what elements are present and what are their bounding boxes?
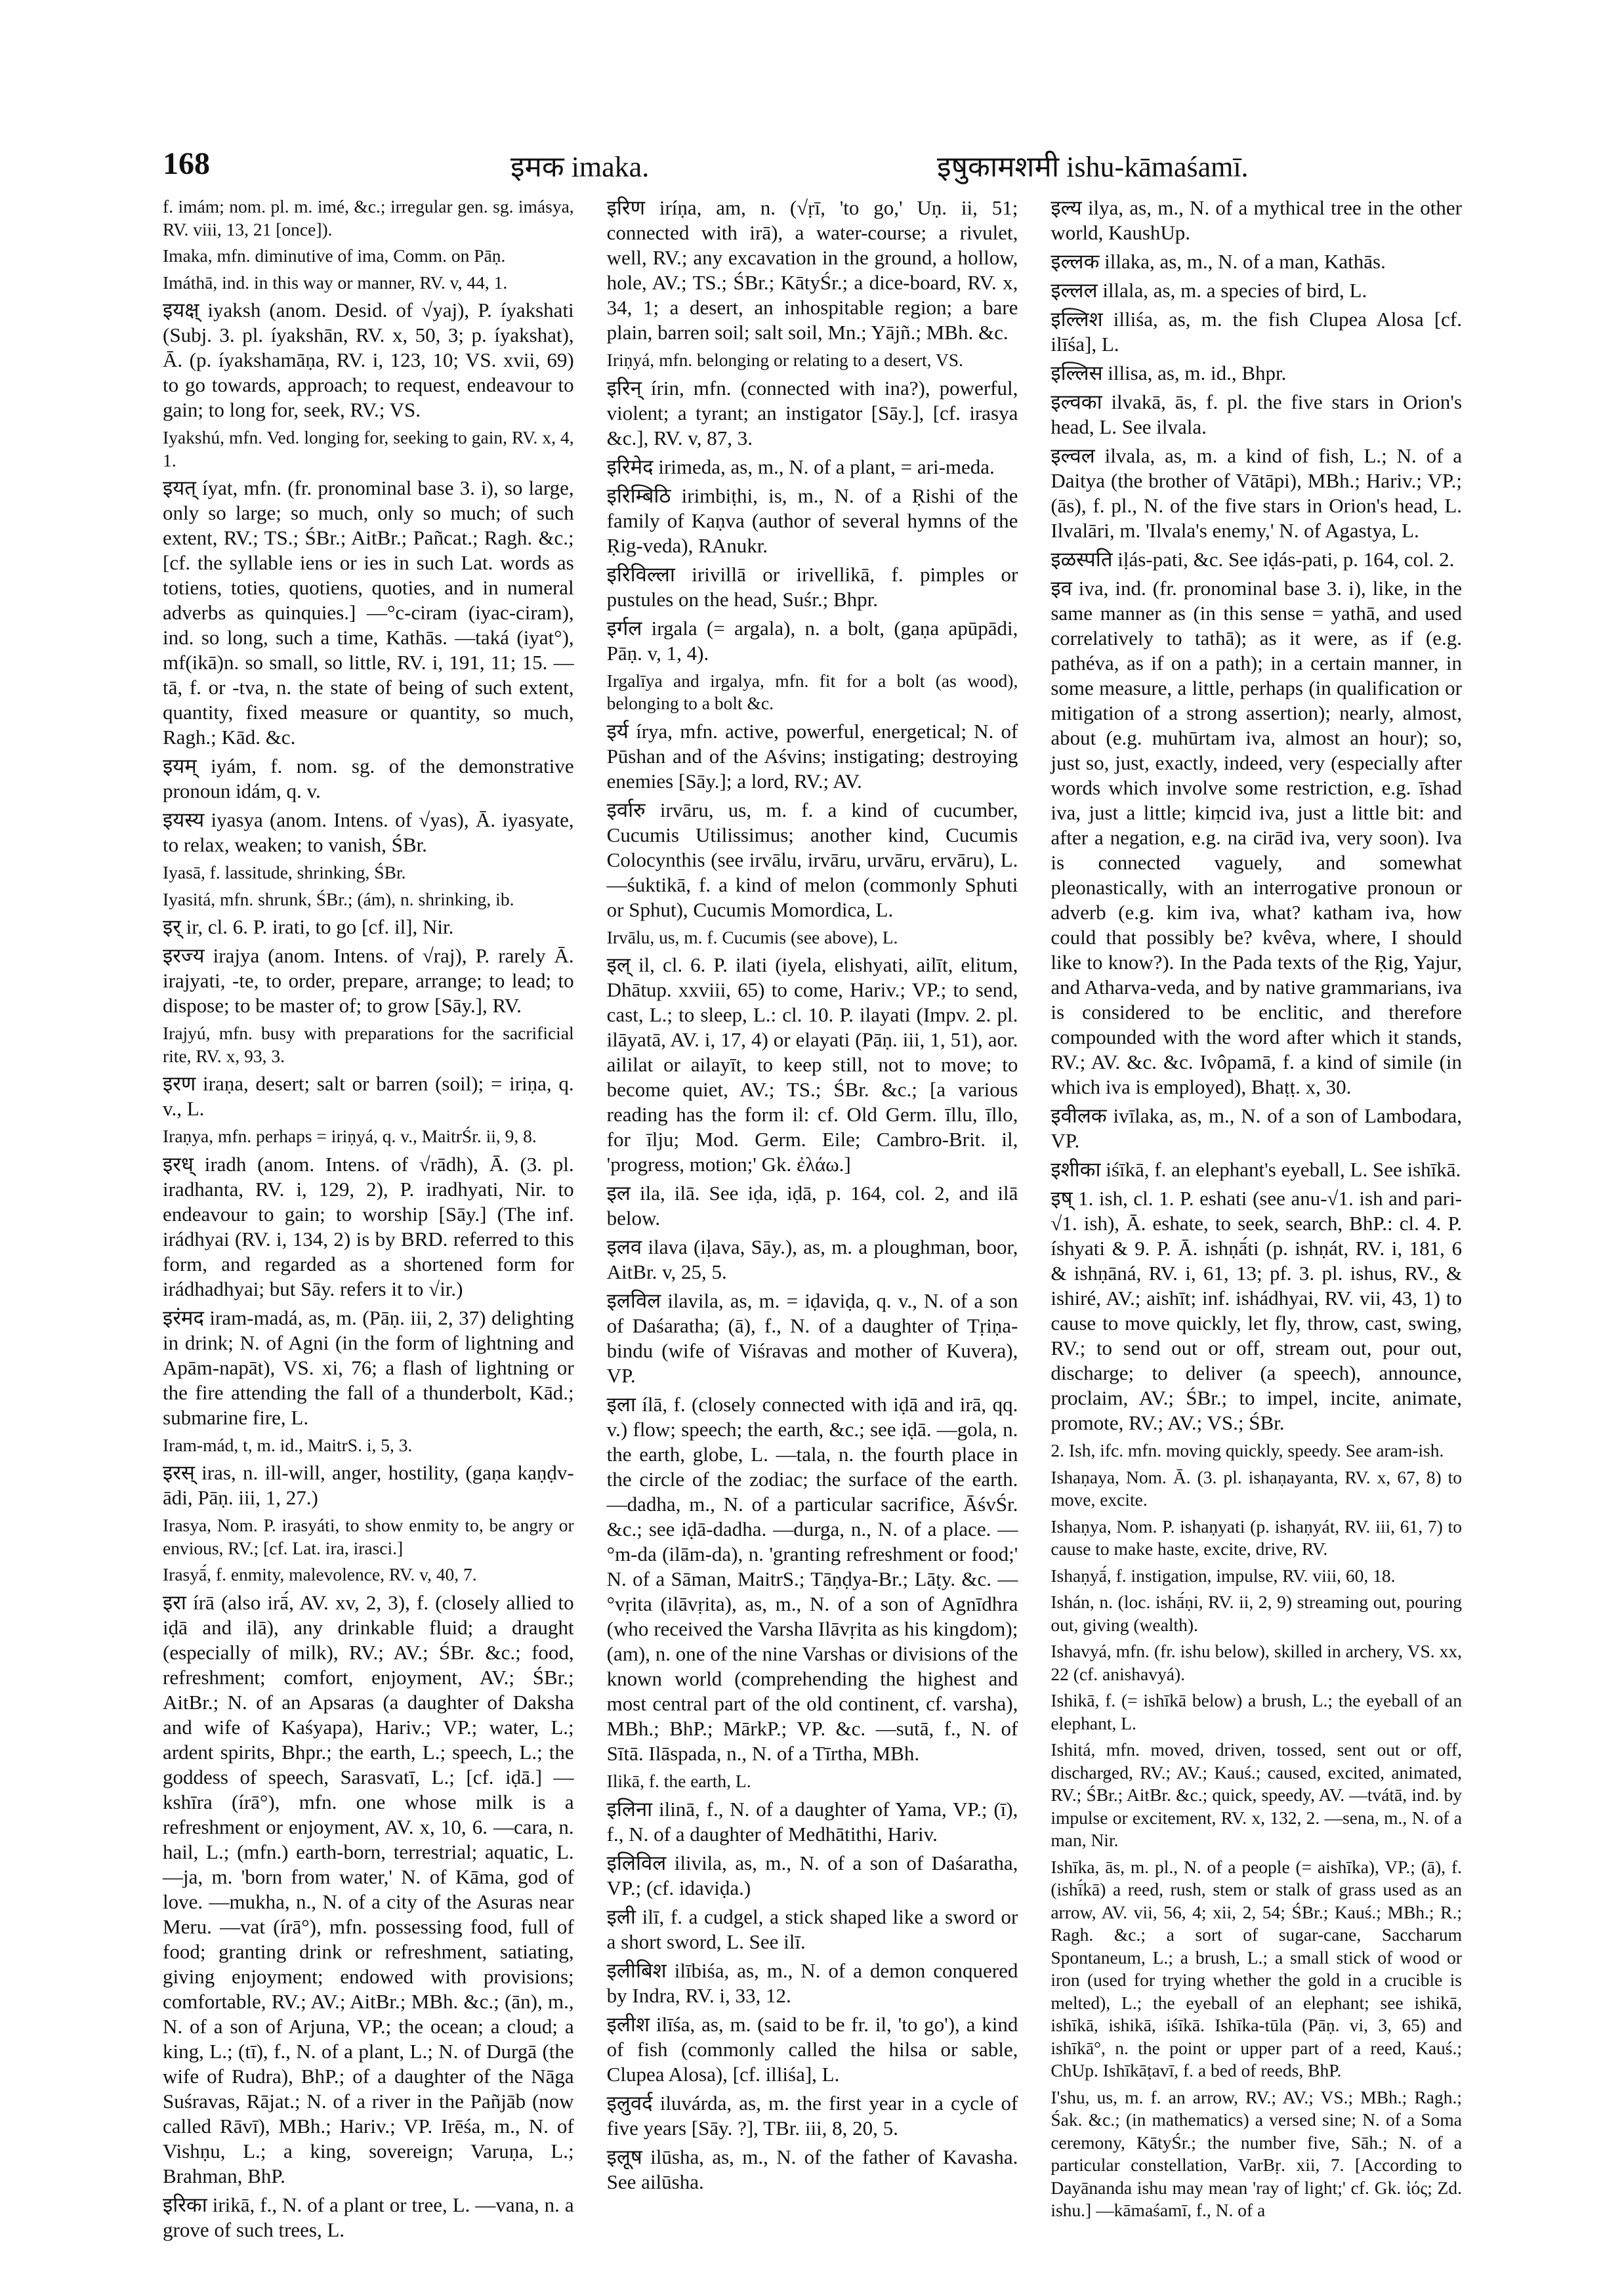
dictionary-entry: इल्लल illala, as, m. a species of bird, L.: [1051, 279, 1367, 302]
dictionary-entry: इल्वल ilvala, as, m. a kind of fish, L.; N. of a Daitya (the brother of Vātāpi), MBh.; Hariv.; VP.; (ās), f. pl., N. of the five stars in Orion's head, L. Ilvalāri, m. 'Ilvala's enemy,' N. of Agastya, L.: [1051, 444, 1463, 542]
dictionary-entry: Ishaṇya, Nom. P. ishaṇyati (p. ishaṇyát, RV. iii, 61, 7) to cause to make haste, excite, drive, RV.: [1051, 1516, 1463, 1559]
dictionary-entry: Iyasitá, mfn. shrunk, ŚBr.; (ám), n. shrinking, ib.: [163, 888, 514, 909]
header-first-word: इमक imaka.: [510, 151, 650, 183]
dictionary-entry: इली ilī, f. a cudgel, a stick shaped like a sword or a short sword, L. See ilī.: [606, 1905, 1018, 1953]
dictionary-entry: इरिन् írin, mfn. (connected with ina?), powerful, violent; a tyrant; an instigator [Sāy.], [cf. irasya &c.], RV. v, 87, 3.: [606, 376, 1018, 449]
dictionary-entry: Ishán, n. (loc. ishā́ṇi, RV. ii, 2, 9) streaming out, pouring out, giving (wealth).: [1051, 1592, 1463, 1635]
dictionary-entry: 2. Ish, ifc. mfn. moving quickly, speedy. See aram-ish.: [1051, 1440, 1444, 1460]
dictionary-entry: इलिविल ilivila, as, m., N. of a son of Daśaratha, VP.; (cf. idaviḍa.): [606, 1851, 1018, 1899]
dictionary-entry: f. imám; nom. pl. m. imé, &c.; irregular gen. sg. imásya, RV. viii, 13, 21 [once]).: [163, 196, 574, 239]
dictionary-entry: इयस्य iyasya (anom. Intens. of √yas), Ā. iyasyate, to relax, weaken; to vanish, ŚBr.: [163, 808, 574, 856]
dictionary-entry: Iriṇyá, mfn. belonging or relating to a desert, VS.: [606, 350, 963, 370]
column-middle: [607, 196, 1018, 2223]
dictionary-entry: इलीश ilīśa, as, m. (said to be fr. il, 'to go'), a kind of fish (commonly called the hilsa or sable, Clupea Alosa), [cf. illiśa], L.: [606, 2012, 1018, 2086]
dictionary-entry: इल्वका ilvakā, ās, f. pl. the five stars in Orion's head, L. See ilvala.: [1051, 390, 1463, 438]
dictionary-entry: इल्य ilya, as, m., N. of a mythical tree in the other world, KaushUp.: [1051, 196, 1463, 244]
dictionary-entry: Irasya, Nom. P. irasyáti, to show enmity to, be angry or envious, RV.; [cf. Lat. ira, irasci.]: [163, 1515, 574, 1558]
dictionary-entry: इल्लिश illiśa, as, m. the fish Clupea Alosa [cf. ilīśa], L.: [1051, 308, 1463, 356]
columns: [163, 196, 1463, 2241]
dictionary-entry: इरिविल्ला irivillā or irivellikā, f. pimples or pustules on the head, Suśr.; Bhpr.: [606, 562, 1018, 611]
header-last-word: इषुकामशमी ishu-kāmaśamī.: [937, 151, 1249, 183]
dictionary-entry: Ishaṇyā́, f. instigation, impulse, RV. viii, 60, 18.: [1051, 1565, 1396, 1586]
dictionary-entry: इरज्य irajya (anom. Intens. of √raj), P. rarely Ā. irajyati, -te, to order, prepare, arrange; to lead; to dispose; to be master of; to grow [Sāy.], RV.: [163, 944, 574, 1017]
dictionary-entry: इयत् íyat, mfn. (fr. pronominal base 3. i), so large, only so large; so much, only so much; of such extent, RV.; TS.; ŚBr.; AitBr.; Pañcat.; Ragh. &c.; [cf. the syllable iens or ies in such Lat. words as totiens, toties, quotiens, quoties, and in numeral adverbs as quinquies.] —°c-ciram (iyac-ciram), ind. so long, such a time, Kathās. —taká (iyat°), mf(ikā)n. so small, so little, RV. i, 191, 11; 15. —tā, f. or -tva, n. the state of being of such extent, quantity, fixed measure or quantity, so much, Ragh.; Kād. &c.: [163, 476, 574, 749]
dictionary-entry: Ilikā, f. the earth, L.: [606, 1771, 751, 1791]
page-header: [163, 146, 1461, 198]
column-right: [1051, 196, 1462, 2223]
dictionary-entry: इरंमद iram-madá, as, m. (Pāṇ. iii, 2, 37) delighting in drink; N. of Agni (in the form of lightning and Apām-napāt), VS. xi, 76; a flash of lightning or the fire attending the fall of a thunderbolt, Kād.; submarine fire, L.: [163, 1306, 574, 1429]
dictionary-entry: Imaka, mfn. diminutive of ima, Comm. on Pāṇ.: [163, 245, 506, 266]
dictionary-entry: इलिना ilinā, f., N. of a daughter of Yama, VP.; (ī), f., N. of a daughter of Medhātithi, Hariv.: [606, 1797, 1018, 1846]
dictionary-entry: इलूष ilūsha, as, m., N. of the father of Kavasha. See ailūsha.: [606, 2145, 1018, 2193]
dictionary-entry: इर्वारु irvāru, us, m. f. a kind of cucumber, Cucumis Utilissimus; another kind, Cucumis Colocynthis (see irvālu, irvāru, urvāru, ervāru), L. —śuktikā, f. a kind of melon (commonly Sphuti or Sphut), Cucumis Momordica, L.: [606, 798, 1018, 921]
dictionary-entry: Ishavyá, mfn. (fr. ishu below), skilled in archery, VS. xx, 22 (cf. anishavyá).: [1051, 1641, 1463, 1684]
dictionary-entry: इर् ir, cl. 6. P. irati, to go [cf. il], Nir.: [163, 915, 454, 938]
column-left: [163, 196, 574, 2241]
dictionary-entry: इलीबिश ilībiśa, as, m., N. of a demon conquered by Indra, RV. i, 33, 12.: [606, 1958, 1018, 2007]
dictionary-entry: Ishikā, f. (= ishīkā below) a brush, L.; the eyeball of an elephant, L.: [1051, 1690, 1463, 1733]
dictionary-entry: Ishaṇaya, Nom. Ā. (3. pl. ishaṇayanta, RV. x, 67, 8) to move, excite.: [1051, 1466, 1463, 1510]
dictionary-entry: इला ílā, f. (closely connected with iḍā and irā, qq. v.) flow; speech; the earth, &c.; see iḍā. —gola, n. the earth, globe, L. —tala, n. the fourth place in the circle of the zodiac; the surface of the earth. —dadha, m., N. of a particular sacrifice, ĀśvŚr. &c.; see iḍā-dadha. —durga, n., N. of a place. —°m-da (ilām-da), n. 'granting refreshment or food;' N. of a Sāman, MaitrS.; Tāṇḍya-Br.; Lāṭy. &c. —°vṛita (ilāvṛita), as, m., N. of a son of Agnīdhra (who received the Varsha Ilāvṛita as his kingdom); (am), n. one of the nine Varshas or divisions of the known world (comprehending the highest and most central part of the old continent, cf. varsha), MBh.; BhP.; MārkP.; VP. &c. —sutā, f., N. of Sītā. Ilāspada, n., N. of a Tīrtha, MBh.: [606, 1393, 1018, 1765]
dictionary-entry: इव iva, ind. (fr. pronominal base 3. i), like, in the same manner as (in this sense = yathā, and used correlatively to tathā); as it were, as if (e.g. pathéva, as if on a path); in a certain manner, in some measure, a little, perhaps (in qualification or mitigation of a strong assertion); nearly, almost, about (e.g. muhūrtam iva, almost an hour); so, just so, just, exactly, indeed, very (especially after words which involve some restriction, e.g. īshad iva, just a little; kiṃcid iva, just a little bit: and after a negation, e.g. na cirād iva, very soon). Iva is connected vaguely, and somewhat pleonastically, with an interrogative pronoun or adverb (e.g. kim iva, what? katham iva, how could that possibly be? kvêva, where, I should like to know?). In the Pada texts of the Ṛig, Yajur, and Atharva-veda, and by native grammarians, iva is considered to be enclitic, and therefore compounded with the word after which it stands, RV.; AV. &c. &c. Ivôpamā, f. a kind of simile (in which iva is employed), Bhaṭṭ. x, 30.: [1051, 577, 1463, 1098]
dictionary-entry: इरिका irikā, f., N. of a plant or tree, L. —vana, n. a grove of such trees, L.: [163, 2193, 574, 2241]
dictionary-entry: Iraṇya, mfn. perhaps = iriṇyá, q. v., MaitrŚr. ii, 9, 8.: [163, 1126, 537, 1146]
dictionary-entry: इरिमेद irimeda, as, m., N. of a plant, = ari-meda.: [606, 455, 995, 478]
dictionary-entry: Irgalīya and irgalya, mfn. fit for a bolt (as wood), belonging to a bolt &c.: [606, 670, 1018, 713]
dictionary-entry: Ishitá, mfn. moved, driven, tossed, sent out or off, discharged, RV.; AV.; Kauś.; caused, excited, animated, RV.; ŚBr.; AitBr. &c.; quick, speedy, AV. —tvátā, ind. by impulse or excitement, RV. x, 132, 2. —sena, m., N. of a man, Nir.: [1051, 1739, 1463, 1850]
dictionary-entry: Imáthā, ind. in this way or manner, RV. v, 44, 1.: [163, 272, 508, 293]
dictionary-entry: इलुवर्द iluvárda, as, m. the first year in a cycle of five years [Sāy. ?], TBr. iii, 8, 20, 5.: [606, 2091, 1018, 2140]
dictionary-entry: इलविल ilavila, as, m. = iḍaviḍa, q. v., N. of a son of Daśaratha; (ā), f., N. of a daughter of Tṛiṇa-bindu (wife of Viśravas and mother of Kuvera), VP.: [606, 1289, 1018, 1387]
dictionary-entry: इल्लिस illisa, as, m. id., Bhpr.: [1051, 362, 1287, 384]
dictionary-entry: इशीका iśīkā, f. an elephant's eyeball, L. See ishīkā.: [1051, 1158, 1461, 1181]
dictionary-entry: Iyasā, f. lassitude, shrinking, ŚBr.: [163, 862, 406, 882]
dictionary-entry: इरस् iras, n. ill-will, anger, hostility, (gaṇa kaṇḍv-ādi, Pāṇ. iii, 1, 27.): [163, 1461, 574, 1509]
dictionary-entry: Iram-mád, t, m. id., MaitrS. i, 5, 3.: [163, 1434, 413, 1455]
dictionary-entry: इर्गल irgala (= argala), n. a bolt, (gaṇa apūpādi, Pāṇ. v, 1, 4).: [606, 616, 1018, 665]
page-number: 168: [163, 146, 210, 181]
dictionary-entry: इल्लक illaka, as, m., N. of a man, Kathās.: [1051, 250, 1386, 273]
dictionary-entry: Ishīka, ās, m. pl., N. of a people (= aishīka), VP.; (ā), f. (ishī́kā) a reed, rush, stem or stalk of grass used as an arrow, AV. vii, 56, 4; xii, 2, 54; ŚBr.; Kauś.; MBh.; R.; Ragh. &c.; a sort of sugar-cane, Saccharum Spontaneum, L.; a brush, L.; a small stick of wood or iron (used for trying whether the gold in a crucible is melted), L.; the eyeball of an elephant; see ishikā, ishīkā, ishikā, iśīkā. Ishīka-tūla (Pāṇ. vi, 3, 65) and ishīkā°, n. the point or upper part of a reed, Kauś.; ChUp. Ishīkāṭavī, f. a bed of reeds, BhP.: [1051, 1856, 1463, 2080]
dictionary-entry: इरा írā (also irā́, AV. xv, 2, 3), f. (closely allied to iḍā and ilā), any drinkable fluid; a draught (especially of milk), RV.; AV.; ŚBr. &c.; food, refreshment; comfort, enjoyment, AV.; ŚBr.; AitBr.; N. of an Apsaras (a daughter of Daksha and wife of Kaśyapa), Hariv.; VP.; water, L.; ardent spirits, Bhpr.; the earth, L.; speech, L.; the goddess of speech, Sarasvatī, L.; [cf. iḍā.] —kshīra (írā°), mfn. one whose milk is a refreshment or enjoyment, AV. x, 10, 6. —cara, n. hail, L.; (mfn.) earth-born, terrestrial; aquatic, L. —ja, m. 'born from water,' N. of Kāma, god of love. —mukha, n., N. of a city of the Asuras near Meru. —vat (írā°), mfn. possessing food, full of food; granting drink or refreshment, satiating, giving enjoyment; endowed with provisions; comfortable, RV.; AV.; AitBr.; MBh. &c.; (ān), m., N. of a son of Arjuna, VP.; the ocean; a cloud; a king, L.; (tī), f., N. of a plant, L.; N. of Durgā (the wife of Rudra), BhP.; of a daughter of the Nāga Suśravas, Rājat.; N. of a river in the Pañjāb (now called Rāvī), MBh.; Hariv.; VP. Irēśa, m., N. of Vishṇu, L.; a king, sovereign; Varuṇa, L.; Brahman, BhP.: [163, 1590, 574, 2187]
dictionary-entry: Irvālu, us, m. f. Cucumis (see above), L.: [606, 926, 898, 947]
dictionary-entry: Irajyú, mfn. busy with preparations for the sacrificial rite, RV. x, 93, 3.: [163, 1023, 574, 1066]
dictionary-entry: इरण iraṇa, desert; salt or barren (soil); = iriṇa, q. v., L.: [163, 1072, 574, 1120]
dictionary-entry: इरध् iradh (anom. Intens. of √rādh), Ā. (3. pl. iradhanta, RV. i, 129, 2), P. iradhyati, Nir. to endeavour to gain; to worship [Sāy.] (The inf. irádhyai (RV. i, 134, 2) is by BRD. referred to this form, and regarded as a shortened form for irádhadhyai; but Sāy. refers it to √ir.): [163, 1152, 574, 1300]
dictionary-entry: Irasyā́, f. enmity, malevolence, RV. v, 40, 7.: [163, 1564, 477, 1584]
dictionary-entry: इर्य írya, mfn. active, powerful, energetical; N. of Pūshan and of the Aśvins; instigating; destroying enemies [Sāy.]; a lord, RV.; AV.: [606, 719, 1018, 793]
dictionary-entry: इष् 1. ish, cl. 1. P. eshati (see anu-√1. ish and pari-√1. ish), Ā. eshate, to seek, search, BhP.: cl. 4. P. íshyati & 9. P. Ā. ishṇā́ti (p. ishṇát, RV. i, 181, 6 & ishṇāná, RV. i, 61, 13; pf. 3. pl. ishus, RV., & ishiré, AV.; aishīt; inf. ishádhyai, RV. vii, 43, 1) to cause to move quickly, let fly, throw, cast, swing, RV.; to send out or off, stream out, pour out, discharge; to deliver (a speech), announce, proclaim, AV.; ŚBr.; to impel, incite, animate, promote, RV.; AV.; VS.; ŚBr.: [1051, 1187, 1463, 1434]
dictionary-entry: इयक्ष् iyaksh (anom. Desid. of √yaj), P. íyakshati (Subj. 3. pl. íyakshān, RV. x, 50, 3; p. íyakshat), Ā. (p. íyakshamāṇa, RV. i, 123, 10; VS. xvii, 69) to go towards, approach; to request, endeavour to gain; to long for, seek, RV.; VS.: [163, 299, 574, 421]
dictionary-entry: इळस्पति iḷás-pati, &c. See iḍás-pati, p. 164, col. 2.: [1051, 548, 1455, 571]
dictionary-entry: इवीलक ivīlaka, as, m., N. of a son of Lambodara, VP.: [1051, 1104, 1463, 1152]
dictionary-entry: I'shu, us, m. f. an arrow, RV.; AV.; VS.; MBh.; Ragh.; Śak. &c.; (in mathematics) a versed sine; N. of a Soma ceremony, KātyŚr.; the number five, Sāh.; N. of a particular constellation, VarBṛ. xii, 7. [According to Dayānanda ishu may mean 'ray of light;' cf. Gk. ἰός; Zd. ishu.] —kāmaśamī, f., N. of a: [1051, 2086, 1463, 2220]
dictionary-entry: इल ila, ilā. See iḍa, iḍā, p. 164, col. 2, and ilā below.: [606, 1182, 1018, 1230]
dictionary-entry: Iyakshú, mfn. Ved. longing for, seeking to gain, RV. x, 4, 1.: [163, 427, 574, 470]
dictionary-entry: इलव ilava (iḷava, Sāy.), as, m. a ploughman, boor, AitBr. v, 25, 5.: [606, 1235, 1018, 1283]
dictionary-entry: इल् il, cl. 6. P. ilati (iyela, elishyati, ailīt, elitum, Dhātup. xxviii, 65) to come, Hariv.; VP.; to send, cast, L.; to sleep, L.: cl. 10. P. ilayati (Impv. 2. pl. ilāyatā, AV. i, 17, 4) or elayati (Pāṇ. iii, 1, 51), aor. aililat or ailayīt, to keep still, not to move; to become quiet, AV.; TS.; ŚBr. &c.; [a various reading has the form il: cf. Old Germ. īllu, īllo, for īlju; Mod. Germ. Eile; Cambro-Brit. il, 'progress, motion;' Gk. ἐλάω.]: [606, 953, 1018, 1176]
dictionary-entry: इरिण iríṇa, am, n. (√ṛī, 'to go,' Uṇ. ii, 51; connected with irā), a water-course; a rivulet, well, RV.; any excavation in the ground, a hollow, hole, AV.; TS.; ŚBr.; KātyŚr.; a dice-board, RV. x, 34, 1; a desert, an inhospitable region; a bare plain, barren soil; salt soil, Mn.; Yājñ.; MBh. &c.: [606, 196, 1018, 344]
dictionary-entry: इरिम्बिठि irimbiṭhi, is, m., N. of a Ṛishi of the family of Kaṇva (author of several hymns of the Ṛig-veda), RAnukr.: [606, 484, 1018, 557]
dictionary-entry: इयम् iyám, f. nom. sg. of the demonstrative pronoun idám, q. v.: [163, 755, 574, 802]
